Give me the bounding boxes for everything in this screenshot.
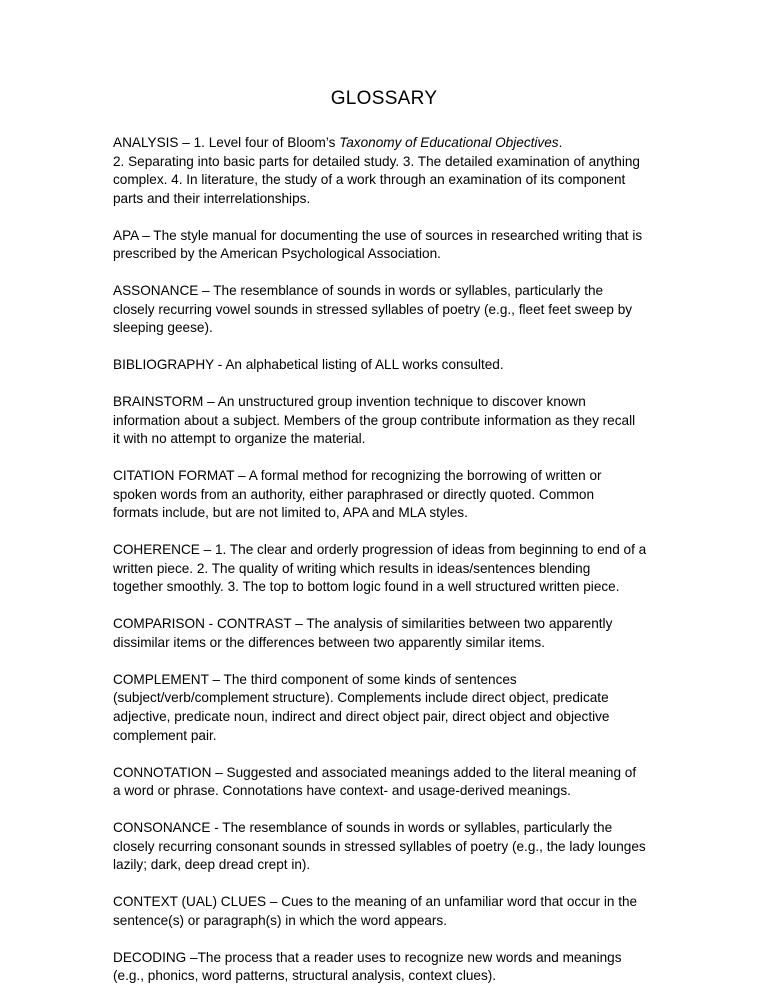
entry-line: sleeping geese). xyxy=(113,320,213,336)
glossary-entry-citation-format xyxy=(113,467,673,523)
glossary-entry-decoding xyxy=(113,949,673,986)
entry-line: CONSONANCE - The resemblance of sounds in words or syllables, particularly the xyxy=(113,820,613,835)
entry-line: parts and their interrelationships. xyxy=(113,190,311,206)
entry-line: dissimilar items or the differences between two apparently similar items. xyxy=(113,634,545,650)
entry-line: APA – The style manual for documenting the use of sources in researched writing that is xyxy=(113,227,643,243)
entry-line: ASSONANCE – The resemblance of sounds in words or syllables, particularly the xyxy=(113,283,604,299)
glossary-entry-bibliography xyxy=(113,356,673,375)
glossary-entry-apa xyxy=(113,227,673,264)
page-title: GLOSSARY xyxy=(330,88,438,109)
entry-line: 2. Separating into basic parts for detailed study. 3. The detailed examination of anything xyxy=(113,153,640,169)
entry-line: (subject/verb/complement structure). Complements include direct object, predicate xyxy=(113,690,609,706)
glossary-entry-comparison-contrast xyxy=(113,615,673,652)
entry-line: formats include, but are not limited to, APA and MLA styles. xyxy=(113,505,468,521)
entry-line: spoken words from an authority, either paraphrased or directly quoted. Common xyxy=(113,486,595,502)
entry-line xyxy=(113,134,673,153)
entry-line: complex. 4. In literature, the study of a work through an examination of its component xyxy=(113,172,626,188)
book-title: Taxonomy of Educational Objectives xyxy=(339,135,559,150)
glossary-entry-context-clues xyxy=(113,893,673,930)
glossary-entry-coherence xyxy=(113,541,673,597)
entry-line: together smoothly. 3. The top to bottom logic found in a well structured written piece. xyxy=(113,579,620,595)
entry-line: complement pair. xyxy=(113,727,217,743)
entry-line: prescribed by the American Psychological Association. xyxy=(113,246,441,262)
entry-line: CONNOTATION – Suggested and associated meanings added to the literal meaning of xyxy=(113,764,637,780)
entry-line: COHERENCE – 1. The clear and orderly progression of ideas from beginning to end of a xyxy=(113,542,647,558)
entry-line: (e.g., phonics, word patterns, structural analysis, context clues). xyxy=(113,968,497,984)
glossary-entries xyxy=(113,134,673,1004)
entry-line: written piece. 2. The quality of writing which results in ideas/sentences blending xyxy=(113,560,591,576)
entry-line: BRAINSTORM – An unstructured group invention technique to discover known xyxy=(113,394,586,410)
entry-line: a word or phrase. Connotations have context- and usage-derived meanings. xyxy=(113,783,571,799)
entry-line: DECODING –The process that a reader uses to recognize new words and meanings xyxy=(113,949,622,965)
entry-text: ANALYSIS – 1. Level four of Bloom’s xyxy=(113,135,340,150)
entry-line: COMPARISON - CONTRAST – The analysis of similarities between two apparently xyxy=(113,616,613,632)
glossary-entry-consonance xyxy=(113,819,673,875)
entry-line: closely recurring vowel sounds in stressed syllables of poetry (e.g., fleet feet sweep by xyxy=(113,301,633,317)
entry-line: CONTEXT (UAL) CLUES – Cues to the meaning of an unfamiliar word that occur in the xyxy=(113,894,638,910)
entry-line: it with no attempt to organize the material. xyxy=(113,431,366,447)
entry-text: . xyxy=(558,135,563,150)
entry-line: BIBLIOGRAPHY - An alphabetical listing of ALL works consulted. xyxy=(113,357,504,373)
glossary-entry-assonance xyxy=(113,282,673,338)
entry-line: adjective, predicate noun, indirect and direct object pair, direct object and objective xyxy=(113,709,610,725)
entry-line: CITATION FORMAT – A formal method for recognizing the borrowing of written or xyxy=(113,468,602,484)
glossary-entry-complement xyxy=(113,671,673,745)
entry-line: information about a subject. Members of the group contribute information as they recall xyxy=(113,412,636,428)
entry-line: lazily; dark, deep dread crept in). xyxy=(113,857,311,873)
entry-line: sentence(s) or paragraph(s) in which the word appears. xyxy=(113,912,447,928)
glossary-entry-analysis xyxy=(113,134,673,208)
entry-line: closely recurring consonant sounds in stressed syllables of poetry (e.g., the lady lounges xyxy=(113,838,646,854)
glossary-entry-brainstorm xyxy=(113,393,673,449)
glossary-entry-connotation xyxy=(113,764,673,801)
entry-line: COMPLEMENT – The third component of some kinds of sentences xyxy=(113,671,517,687)
